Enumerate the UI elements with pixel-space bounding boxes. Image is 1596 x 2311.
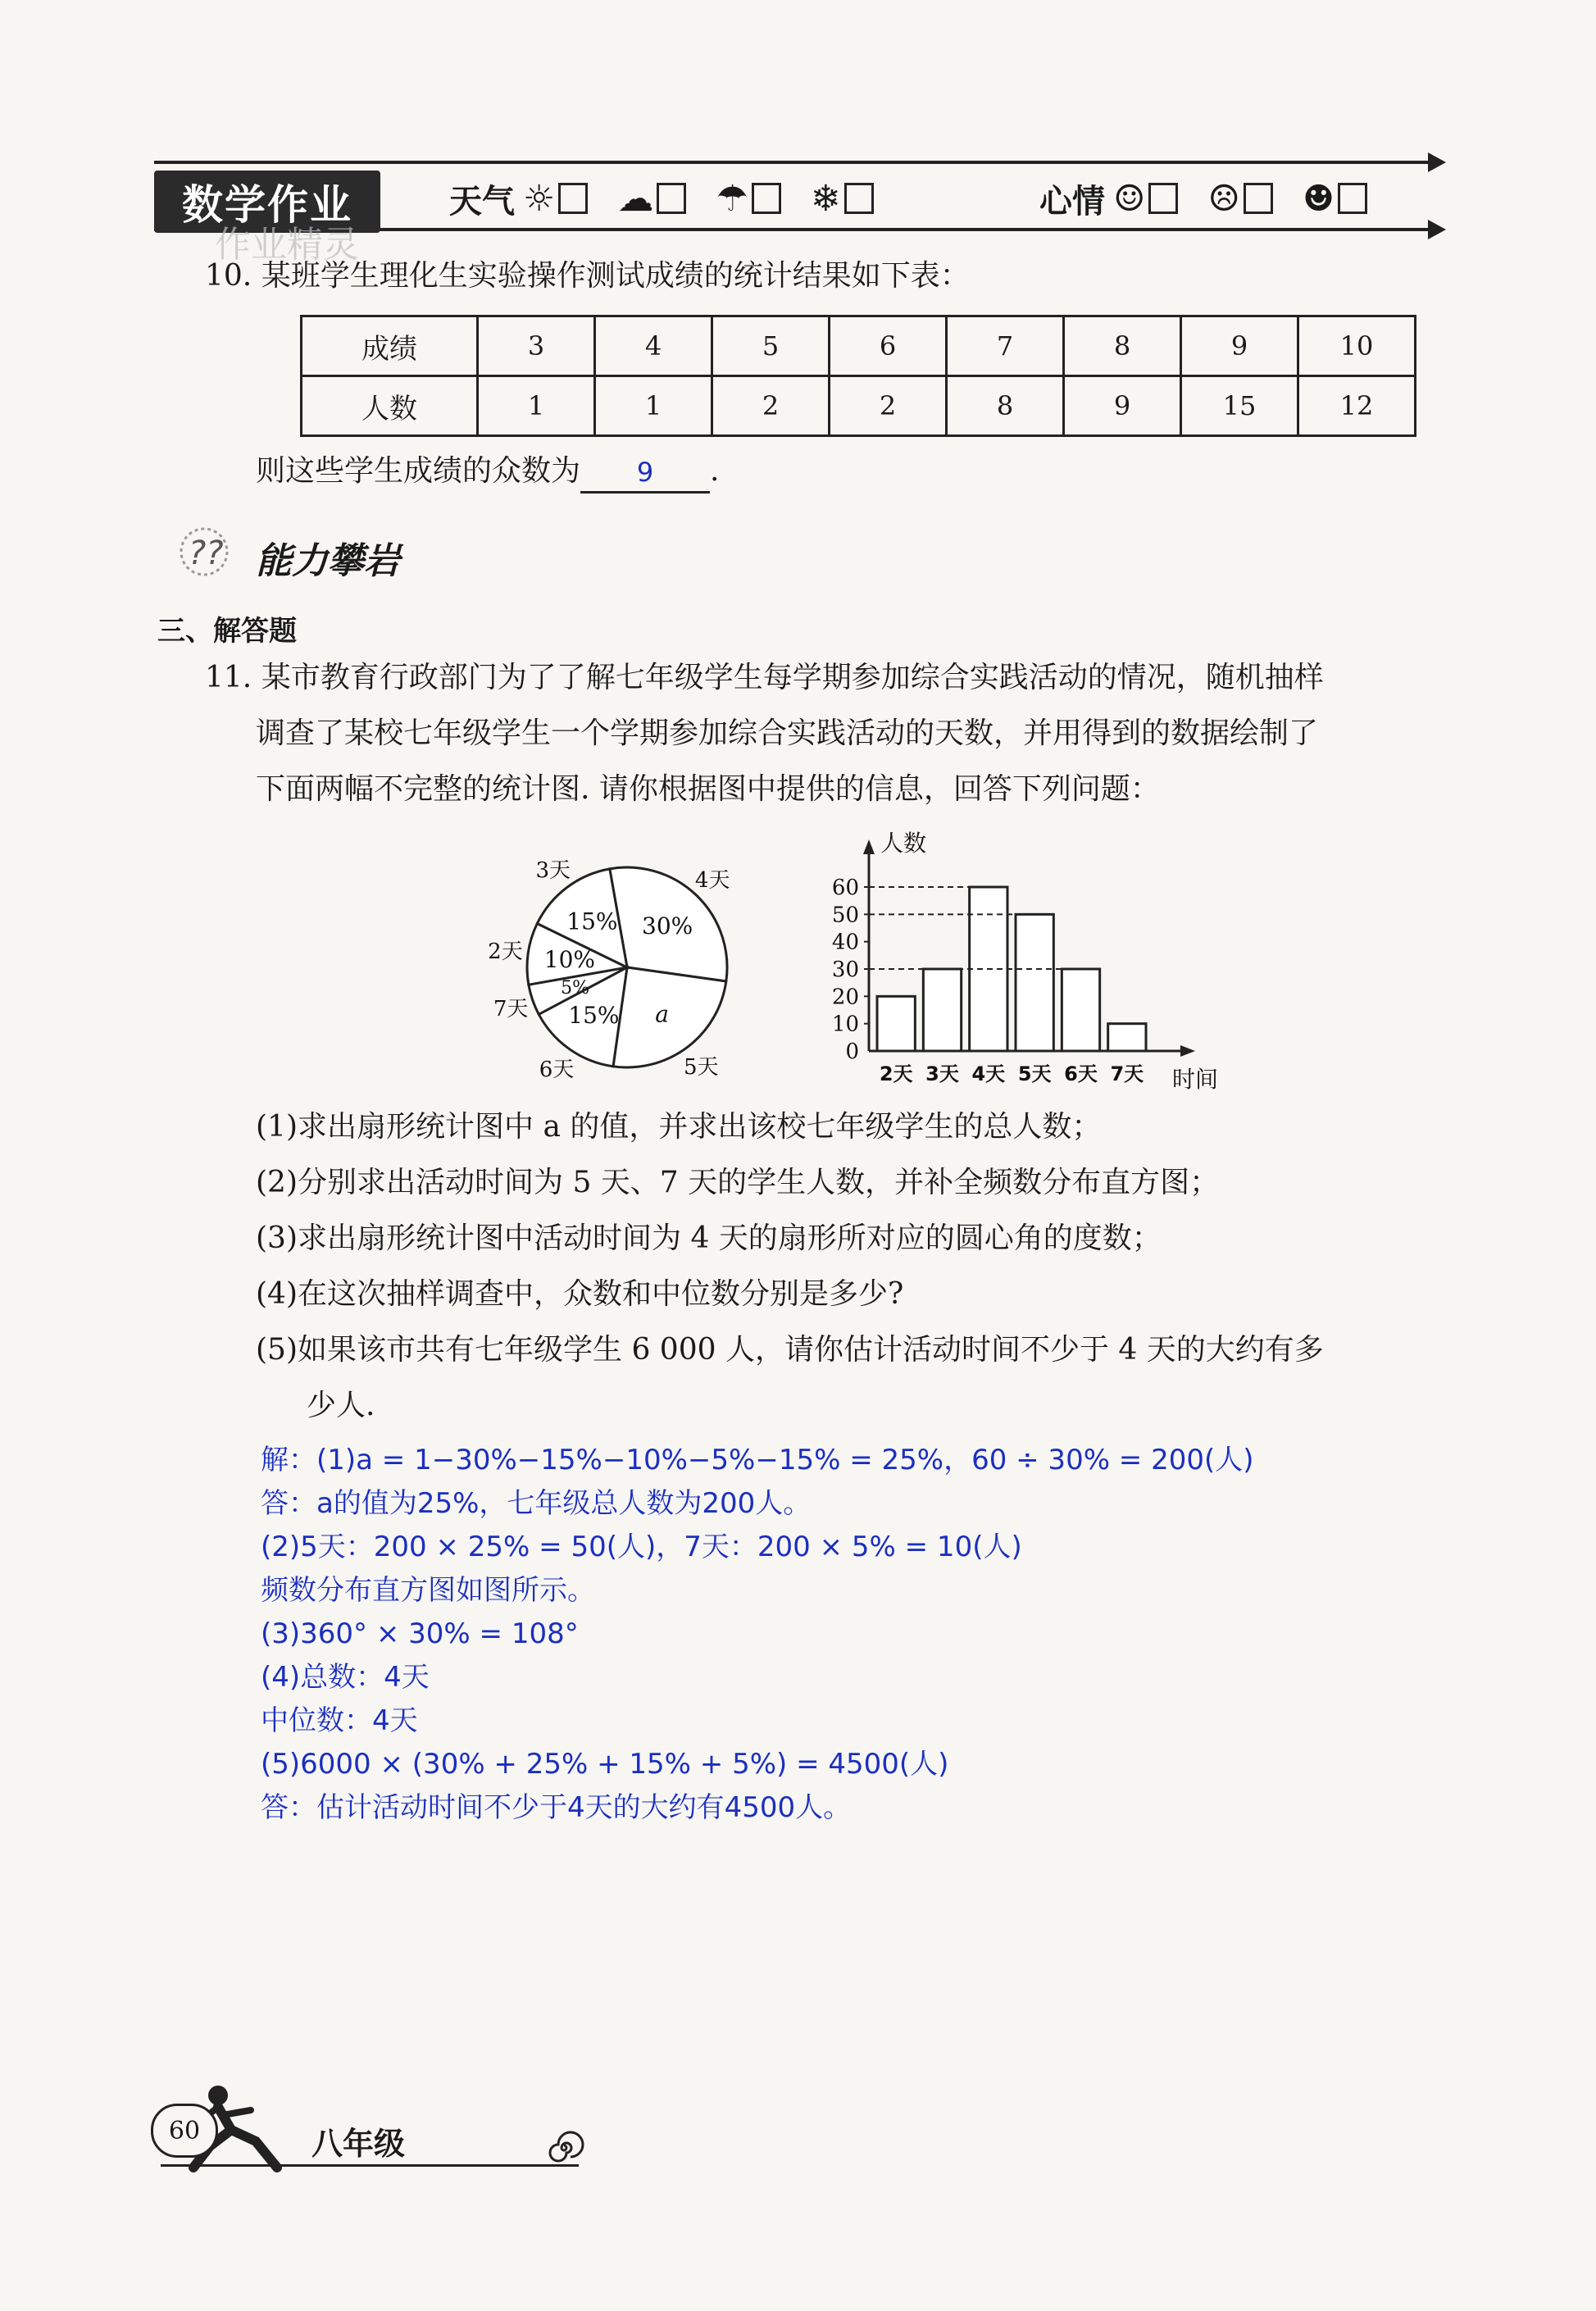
bar xyxy=(1108,1024,1146,1051)
solution-line: 中位数：4天 xyxy=(261,1704,418,1737)
smile-face-icon: ☻ xyxy=(1302,177,1335,220)
bar xyxy=(1062,969,1099,1051)
header-title: 数学作业 xyxy=(154,171,380,233)
weather-checkbox-snow[interactable] xyxy=(844,183,874,214)
pie-category-label: 5天 xyxy=(683,1054,719,1080)
solution-line: (4)总数：4天 xyxy=(261,1661,430,1694)
section-title: 能力攀岩 xyxy=(256,540,400,582)
y-tick-label: 50 xyxy=(831,903,859,928)
y-axis-arrow xyxy=(863,839,875,854)
table-cell: 8 xyxy=(1064,316,1181,376)
pie-value-label: 10% xyxy=(543,946,596,974)
weather-checkbox-sun[interactable] xyxy=(558,183,588,214)
table-cell: 9 xyxy=(1181,316,1298,376)
q11-sub1: (1)求出扇形统计图中 a 的值，并求出该校七年级学生的总人数； xyxy=(256,1110,1102,1144)
table-cell: 1 xyxy=(595,376,712,436)
pie-value-label: 30% xyxy=(642,912,693,940)
solution-line: (2)5天：200 × 25% = 50(人)，7天：200 × 5% = 10(人) xyxy=(261,1531,1022,1563)
header-rule-top xyxy=(154,161,1433,164)
pie-slice xyxy=(613,967,726,1067)
table-header-cell: 人数 xyxy=(302,376,478,436)
solution-line: (5)6000 × (30% + 25% + 15% + 5%) = 4500(人) xyxy=(261,1748,949,1781)
table-cell: 7 xyxy=(947,316,1064,376)
table-header-cell: 成绩 xyxy=(302,316,478,376)
y-tick-label: 10 xyxy=(831,1012,859,1037)
table-cell: 12 xyxy=(1298,376,1416,436)
x-tick-label: 6天 xyxy=(1064,1062,1098,1085)
y-tick-label: 30 xyxy=(831,958,859,982)
pie-chart xyxy=(475,844,771,1090)
mood-group xyxy=(1039,174,1367,223)
sad-face-icon: ☹ xyxy=(1207,177,1240,220)
table-cell: 4 xyxy=(595,316,712,376)
pie-category-label: 2天 xyxy=(488,939,523,965)
q10-prompt: 则这些学生成绩的众数为 xyxy=(256,454,581,488)
section-icon xyxy=(174,521,234,582)
bar xyxy=(877,996,915,1051)
happy-face-icon: ☺ xyxy=(1113,177,1146,220)
pie-category-label: 6天 xyxy=(539,1057,575,1082)
footer-grade: 八年级 xyxy=(311,2126,406,2162)
pie-value-label: 5% xyxy=(561,977,590,999)
y-tick-label: 0 xyxy=(845,1039,859,1064)
question-type: 三、解答题 xyxy=(157,615,297,648)
q11-line3: 下面两幅不完整的统计图. 请你根据图中提供的信息，回答下列问题： xyxy=(256,772,1160,806)
x-tick-label: 3天 xyxy=(925,1062,959,1085)
q11-sub3: (3)求出扇形统计图中活动时间为 4 天的扇形所对应的圆心角的度数； xyxy=(256,1221,1162,1255)
table-cell: 10 xyxy=(1298,316,1416,376)
sun-icon: ☼ xyxy=(523,177,556,220)
table-row xyxy=(302,376,1416,436)
q11-sub5b: 少人. xyxy=(307,1389,375,1422)
bar-chart xyxy=(779,828,1219,1093)
watermark: 作业精灵 xyxy=(215,224,359,266)
q10-answer: 9 xyxy=(636,457,654,488)
q10-end: . xyxy=(710,454,720,488)
weather-checkbox-cloud[interactable] xyxy=(657,183,686,214)
q11-line2: 调查了某校七年级学生一个学期参加综合实践活动的天数，并用得到的数据绘制了 xyxy=(256,717,1319,750)
pie-category-label: 4天 xyxy=(694,868,730,894)
y-tick-label: 20 xyxy=(831,985,859,1010)
table-cell: 5 xyxy=(712,316,830,376)
weather-label: 天气 xyxy=(449,182,515,221)
q10-prompt-line xyxy=(256,449,719,494)
q10-text: 10. 某班学生理化生实验操作测试成绩的统计结果如下表： xyxy=(205,259,970,293)
table-cell: 3 xyxy=(478,316,595,376)
score-table xyxy=(300,315,1416,437)
mood-checkbox-happy[interactable] xyxy=(1148,183,1178,214)
header-arrow-top xyxy=(1428,152,1446,172)
page-number-badge xyxy=(151,2104,218,2158)
y-axis-label: 人数 xyxy=(880,830,927,857)
pie-value-label: 15% xyxy=(568,1001,620,1029)
solution-line: 答：估计活动时间不少于4天的大约有4500人。 xyxy=(261,1791,852,1824)
bar xyxy=(1016,914,1053,1051)
x-axis-label: 时间 xyxy=(1172,1066,1219,1093)
bar xyxy=(923,969,961,1051)
page-number: 60 xyxy=(168,2116,201,2145)
pie-value-label: 15% xyxy=(566,908,618,935)
snow-icon: ❄ xyxy=(810,177,841,220)
table-row xyxy=(302,316,1416,376)
x-tick-label: 4天 xyxy=(971,1062,1006,1085)
x-tick-label: 7天 xyxy=(1110,1062,1144,1085)
table-cell: 15 xyxy=(1181,376,1298,436)
x-tick-label: 2天 xyxy=(879,1062,913,1085)
solution-block xyxy=(261,1439,1254,1830)
q11-sub4: (4)在这次抽样调查中，众数和中位数分别是多少? xyxy=(256,1277,904,1311)
solution-line: 频数分布直方图如图所示。 xyxy=(261,1574,595,1607)
x-tick-label: 5天 xyxy=(1017,1062,1052,1085)
weather-group xyxy=(449,174,874,223)
y-tick-label: 40 xyxy=(831,930,859,955)
spiral-icon xyxy=(546,2130,582,2166)
mood-label: 心情 xyxy=(1039,182,1105,221)
solution-line: 解：(1)a = 1−30%−15%−10%−5%−15% = 25%，60 ÷ 30% = 200(人) xyxy=(261,1444,1254,1476)
pie-category-label: 7天 xyxy=(493,996,529,1021)
header-arrow-bottom xyxy=(1428,220,1446,239)
pie-category-label: 3天 xyxy=(535,858,571,884)
table-cell: 6 xyxy=(830,316,947,376)
q10-answer-blank[interactable] xyxy=(580,450,710,494)
y-tick-label: 60 xyxy=(831,876,859,900)
solution-line: 答：a的值为25%，七年级总人数为200人。 xyxy=(261,1487,812,1520)
mood-checkbox-smile[interactable] xyxy=(1338,183,1367,214)
svg-text:??: ?? xyxy=(189,535,224,572)
q11-sub2: (2)分别求出活动时间为 5 天、7 天的学生人数，并补全频数分布直方图； xyxy=(256,1166,1220,1199)
mood-checkbox-sad[interactable] xyxy=(1244,183,1273,214)
table-cell: 8 xyxy=(947,376,1064,436)
table-cell: 2 xyxy=(712,376,830,436)
rain-icon: ☂ xyxy=(716,177,748,220)
q11-line1: 11. 某市教育行政部门为了了解七年级学生每学期参加综合实践活动的情况，随机抽样 xyxy=(205,661,1324,694)
x-axis-arrow xyxy=(1180,1045,1195,1057)
table-cell: 2 xyxy=(830,376,947,436)
weather-checkbox-rain[interactable] xyxy=(752,183,781,214)
q11-sub5a: (5)如果该市共有七年级学生 6 000 人，请你估计活动时间不少于 4 天的大约有多 xyxy=(256,1333,1324,1367)
table-cell: 9 xyxy=(1064,376,1181,436)
solution-line: (3)360° × 30% = 108° xyxy=(261,1617,579,1650)
cloud-icon: ☁ xyxy=(617,177,654,220)
table-cell: 1 xyxy=(478,376,595,436)
pie-value-label: a xyxy=(655,1000,669,1028)
